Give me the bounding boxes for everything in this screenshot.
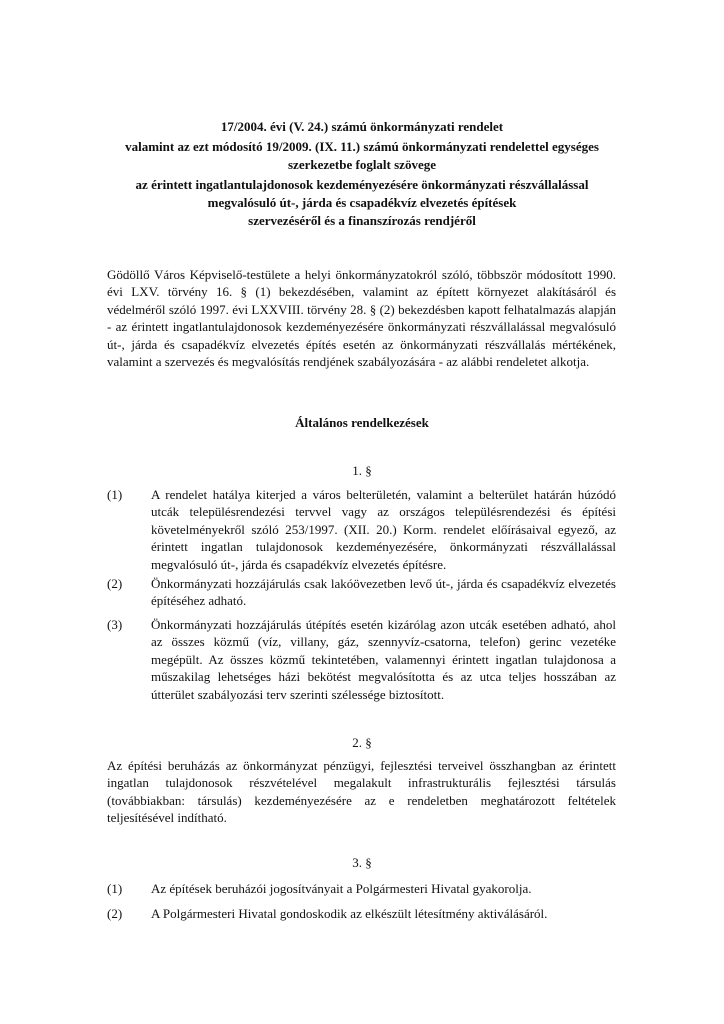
document-title: 17/2004. évi (V. 24.) számú önkormányzati rendelet	[220, 119, 504, 134]
item-text: Önkormányzati hozzájárulás csak lakóövezetben levő út-, járda és csapadékvíz elvezetés építéséhez adható.	[151, 576, 616, 609]
item-number: (1)	[107, 487, 123, 502]
list-item	[107, 575, 616, 610]
document-subtitle-line: valamint az ezt módosító 19/2009. (IX. 11.) számú önkormányzati rendelettel egységes	[125, 139, 599, 154]
list-item	[107, 905, 616, 922]
document-subject-line: az érintett ingatlantulajdonosok kezdeményezésére önkormányzati részvállalással	[135, 177, 589, 192]
section-heading: Általános rendelkezések	[295, 415, 429, 430]
item-number: (1)	[107, 881, 123, 896]
document-subtitle-line: szerkezetbe foglalt szövege	[288, 157, 436, 172]
document-subject-line: megvalósuló út-, járda és csapadékvíz elvezetés építések	[207, 195, 517, 210]
list-item	[107, 486, 616, 573]
preamble-paragraph: Gödöllő Város Képviselő-testülete a helyi önkormányzatokról szóló, többször módosított 1990. évi LXV. törvény 16. § (1) bekezdésében, valamint az épített környezet alakításáról és védelméről szóló 1997. évi LXXVIII. törvény 28. § (2) bekezdésben kapott felhatalmazás alapján - az érintett ingatlantulajdonosok kezdeményezésére önkormányzati részvállalással megvalósuló út-, járda és csapadékvíz elvezetés építés esetén az önkormányzati részvállalás mértékének, valamint a szervezés és megvalósítás rendjének szabályozására - az alábbi rendeletet alkotja.	[107, 267, 616, 370]
item-number: (2)	[107, 906, 123, 921]
list-item	[107, 880, 616, 897]
item-number: (3)	[107, 617, 123, 632]
paragraph-number: 2. §	[352, 735, 372, 750]
document-subject-line: szervezéséről és a finanszírozás rendjéről	[248, 213, 476, 228]
item-text: Önkormányzati hozzájárulás útépítés esetén kizárólag azon utcák esetében adható, ahol az összes közmű (víz, villany, gáz, szennyvíz-csatorna, telefon) gerinc vezetéke megépült. Az összes közmű tekintetében, valamennyi érintett ingatlan tulajdonosa a műszakilag lehetséges házi bekötést megvalósította és az utca teljes hosszában az útterület szabályozási terv szerinti szélessége biztosított.	[151, 617, 616, 702]
item-text: A Polgármesteri Hivatal gondoskodik az elkészült létesítmény aktiválásáról.	[151, 906, 548, 921]
list-item	[107, 616, 616, 703]
section-paragraph: Az építési beruházás az önkormányzat pénzügyi, fejlesztési terveivel összhangban az érintett ingatlan tulajdonosok részvételével megalakult infrastrukturális fejlesztési társulás (továbbiakban: társulás) kezdeményezésére az e rendeletben meghatározott feltételek teljesítésével indítható.	[107, 758, 616, 826]
paragraph-number: 3. §	[352, 855, 372, 870]
paragraph-number: 1. §	[352, 463, 372, 478]
item-number: (2)	[107, 576, 123, 591]
item-text: A rendelet hatálya kiterjed a város belterületén, valamint a belterület határán húzódó utcák településrendezési tervvel vagy az országos településrendezési és építési követelményekről szóló 253/1997. (XII. 20.) Korm. rendelet előírásaival egyező, az érintett ingatlan tulajdonosok kezdeményezésére, önkormányzati részvállalással megvalósuló út-, járda és csapadékvíz elvezetés építésre.	[151, 487, 616, 572]
item-text: Az építések beruházói jogosítványait a Polgármesteri Hivatal gyakorolja.	[151, 881, 532, 896]
